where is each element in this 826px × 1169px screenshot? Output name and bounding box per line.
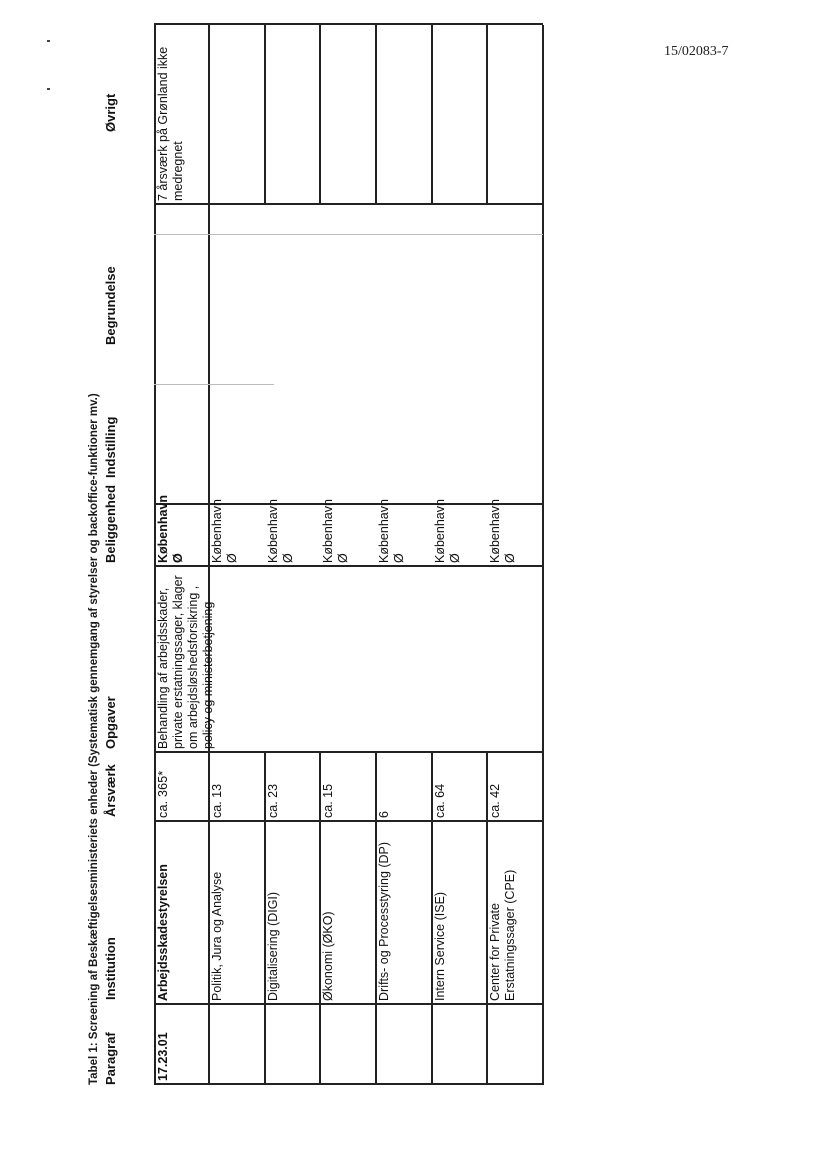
row4-beliggenhed: København Ø <box>321 499 350 563</box>
header-beliggenhed: Beliggenhed <box>103 484 118 563</box>
header-oevrigt: Øvrigt <box>103 93 118 132</box>
row5-aarsvaerk: 6 <box>377 811 391 818</box>
row3-beliggenhed: København Ø <box>266 499 295 563</box>
row6-beliggenhed: København Ø <box>433 499 462 563</box>
row7-beliggenhed: København Ø <box>488 499 517 563</box>
row7-institution: Center for Private Erstatningssager (CPE) <box>488 869 517 1001</box>
header-paragraf: Paragraf <box>103 1032 118 1085</box>
row7-aarsvaerk: ca. 42 <box>488 783 502 818</box>
row5-institution: Drifts- og Processtyring (DP) <box>377 841 391 1001</box>
row2-institution: Politik, Jura og Analyse <box>210 871 224 1001</box>
row6-institution: Intern Service (ISE) <box>433 891 447 1001</box>
document-number: 15/02083-7 <box>664 44 729 59</box>
row2-beliggenhed: København Ø <box>210 499 239 563</box>
row3-aarsvaerk: ca. 23 <box>266 783 280 818</box>
row1-beliggenhed: København Ø <box>156 494 185 563</box>
row3-institution: Digitalisering (DIGI) <box>266 891 280 1001</box>
header-begrundelse: Begrundelse <box>103 266 118 345</box>
row1-opgaver: Behandling af arbejdsskader, private erstatningssager, klager om arbejdsløshedsforsikring , policy og ministerbetjening <box>156 575 215 749</box>
row1-paragraf: 17.23.01 <box>156 1032 170 1081</box>
row4-institution: Økonomi (ØKO) <box>321 911 335 1001</box>
row6-aarsvaerk: ca. 64 <box>433 783 447 818</box>
table-caption: Tabel 1: Screening af Beskæftigelsesministeriets enheder (Systematisk gennemgang af styrelser og backoffice-funktioner mv.) <box>88 393 100 1085</box>
row1-oevrigt: 7 årsværk på Grønland ikke medregnet <box>156 46 185 201</box>
header-aarsvaerk: Årsværk <box>103 764 118 817</box>
header-opgaver: Opgaver <box>103 696 118 749</box>
rotated-table-page <box>88 25 778 1085</box>
row2-aarsvaerk: ca. 13 <box>210 783 224 818</box>
scan-mark <box>47 40 50 42</box>
header-institution: Institution <box>103 937 118 1000</box>
scan-mark <box>47 88 50 90</box>
row5-beliggenhed: København Ø <box>377 499 406 563</box>
row1-institution: Arbejdsskadestyrelsen <box>156 864 170 1001</box>
row1-aarsvaerk: ca. 365* <box>156 770 170 818</box>
header-indstilling: Indstilling <box>103 416 118 478</box>
row4-aarsvaerk: ca. 15 <box>321 783 335 818</box>
